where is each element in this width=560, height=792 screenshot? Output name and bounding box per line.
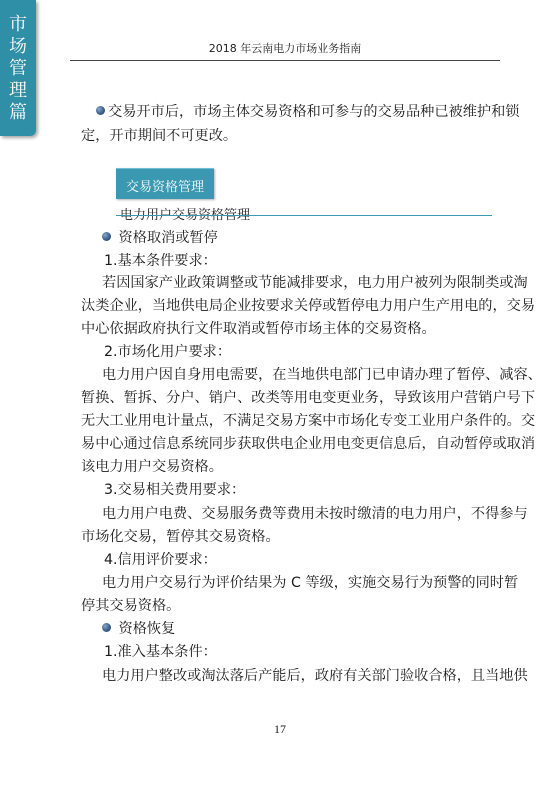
side-tab-char: 场 [9, 36, 27, 57]
chapter-side-tab [0, 0, 36, 136]
subsection-title: 电力用户交易资格管理 [120, 208, 251, 223]
body-line: 电力用户交易行为评价结果为 C 等级，实施交易行为预警的同时暂 [102, 575, 519, 591]
intro-line-2: 定，开市期间不可更改。 [81, 128, 238, 144]
body-line: 停其交易资格。 [81, 598, 181, 614]
section-title: 交易资格管理 [125, 180, 204, 195]
body-line: 电力用户整改或淘汰落后产能后，政府有关部门验收合格，且当地供 [102, 668, 528, 684]
intro-text: 交易开市后，市场主体交易资格和可参与的交易品种已被维护和锁 [108, 104, 520, 120]
body-line: 电力用户电费、交易服务费等费用未按时缴清的电力用户，不得参与 [102, 506, 528, 522]
side-tab-char: 篇 [9, 102, 27, 123]
body-line: 暂换、暂拆、分户、销户、改类等用电变更业务，导致该用户营销户号下 [81, 390, 536, 406]
subsection-rule [116, 215, 492, 216]
section-heading-box [116, 168, 214, 199]
body-line: 无大工业用电计量点，不满足交易方案中市场化专变工业用户条件的。交 [81, 413, 536, 429]
body-line: 汰类企业，当地供电局企业按要求关停或暂停电力用户生产用电的，交易 [81, 298, 536, 314]
header-rule [70, 60, 500, 61]
bullet-heading [102, 621, 175, 637]
side-tab-char: 市 [9, 14, 27, 35]
body-line: 若因国家产业政策调整或节能减排要求，电力用户被列为限制类或淘 [102, 275, 528, 291]
numbered-heading: 4.信用评价要求： [104, 552, 217, 568]
numbered-heading: 1.基本条件要求： [104, 253, 217, 269]
body-line: 市场化交易，暂停其交易资格。 [81, 529, 280, 545]
body-line: 中心依据政府执行文件取消或暂停市场主体的交易资格。 [81, 321, 436, 337]
bullet-heading [102, 230, 218, 246]
numbered-heading: 1.准入基本条件： [104, 644, 217, 660]
bullet-icon [102, 623, 111, 632]
bullet-heading-text: 资格恢复 [118, 621, 176, 637]
page-number: 17 [274, 722, 286, 736]
body-line: 该电力用户交易资格。 [81, 459, 223, 475]
side-tab-char: 理 [9, 80, 27, 101]
body-line: 电力用户因自身用电需要，在当地供电部门已申请办理了暂停、减容、 [102, 367, 542, 383]
body-line: 易中心通过信息系统同步获取供电企业用电变更信息后，自动暂停或取消 [81, 436, 536, 452]
numbered-heading: 3.交易相关费用要求： [104, 482, 246, 498]
bullet-heading-text: 资格取消或暂停 [118, 230, 218, 246]
running-header: 2018 年云南电力市场业务指南 [208, 42, 362, 55]
numbered-heading: 2.市场化用户要求： [104, 344, 232, 360]
bullet-icon [102, 232, 111, 241]
intro-line-1 [96, 104, 519, 120]
bullet-icon [96, 106, 105, 115]
side-tab-char: 管 [9, 58, 27, 79]
